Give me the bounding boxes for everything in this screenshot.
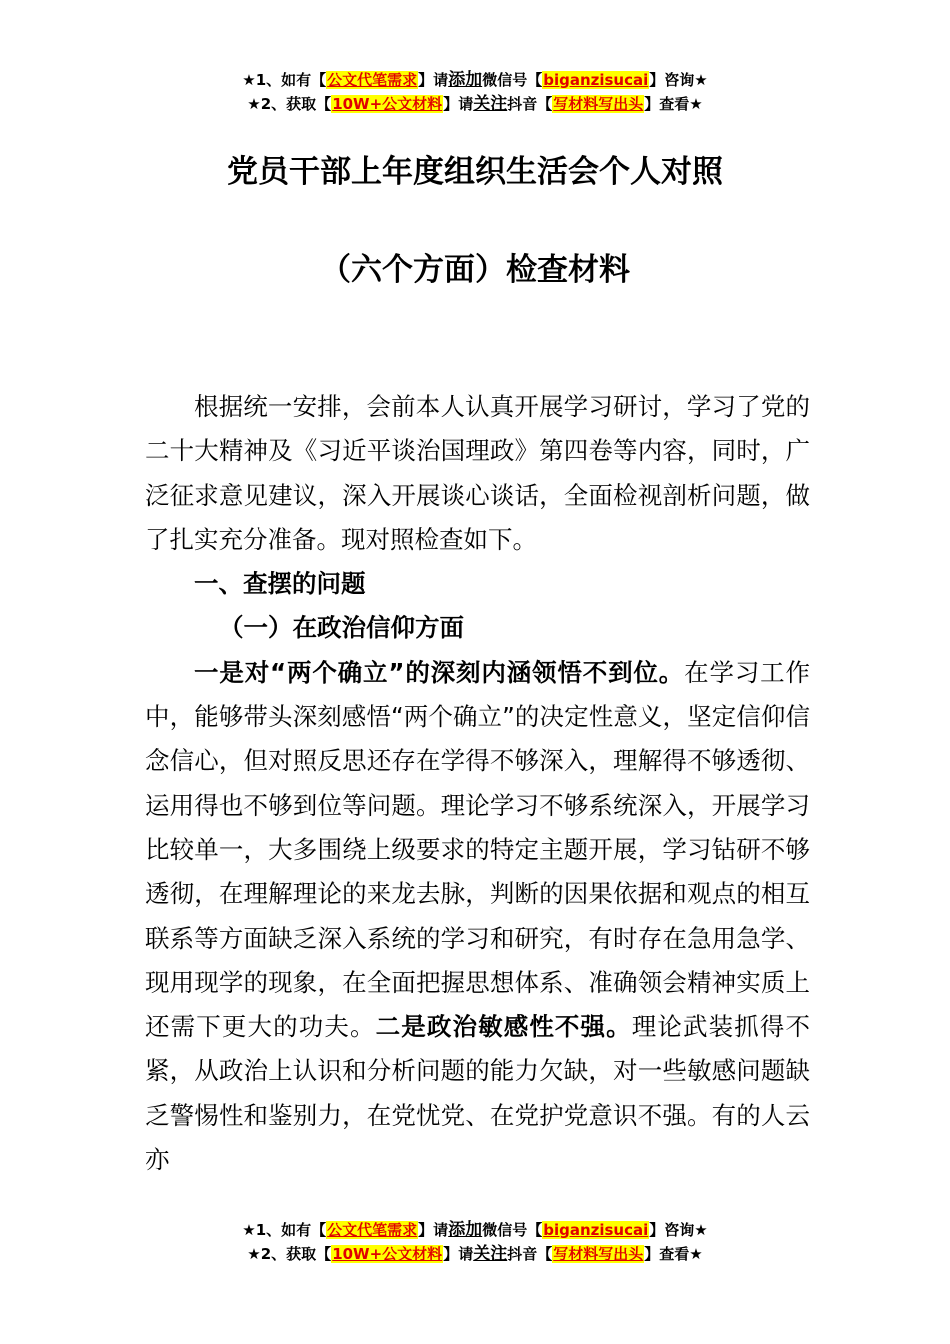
banner-highlight-service: 公文代笔需求 <box>327 71 418 89</box>
issues-paragraph <box>145 651 810 1183</box>
point-2-heading: 二是政治敏感性不强。 <box>375 1012 632 1042</box>
intro-paragraph: 根据统一安排，会前本人认真开展学习研讨，学习了党的二十大精神及《习近平谈治国理政》第四卷等内容，同时，广泛征求意见建议，深入开展谈心谈话，全面检视剖析问题，做了扎实充分准备。现对照检查如下。 <box>145 392 810 554</box>
footer-line-1: ★1、如有【公文代笔需求】请添加微信号【biganzisucai】咨询★ <box>242 1220 708 1240</box>
footer-line-2: ★2、获取【10W+公文材料】请关注抖音【写材料写出头】查看★ <box>247 1244 703 1264</box>
banner-highlight-douyin: 写材料写出头 <box>553 95 644 113</box>
header-banner <box>0 68 950 116</box>
point-1-text: 在学习工作中，能够带头深刻感悟“两个确立”的决定性意义，坚定信仰信念信心，但对照反思还存在学得不够深入，理解得不够透彻、运用得也不够到位等问题。理论学习不够系统深入，开展学习比较单一，大多围绕上级要求的特定主题开展，学习钻研不够透彻，在理解理论的来龙去脉，判断的因果依据和观点的相互联系等方面缺乏深入系统的学习和研究，有时存在急用急学、现用现学的现象，在全面把握思想体系、准确领会精神实质上还需下更大的功夫。 <box>145 657 811 1042</box>
banner-highlight-wechat: biganzisucai <box>543 71 649 89</box>
footer-banner <box>0 1218 950 1266</box>
subsection-heading: （一）在政治信仰方面 <box>219 613 464 643</box>
document-title-line-1: 党员干部上年度组织生活会个人对照 <box>227 154 723 190</box>
document-title-line-2: （六个方面）检查材料 <box>320 252 630 288</box>
point-2-text: 理论武装抓得不紧，从政治上认识和分析问题的能力欠缺，对一些敏感问题缺乏警惕性和鉴别力，在党忧党、在党护党意识不强。有的人云亦 <box>145 1012 811 1175</box>
banner-line-1: ★1、如有【公文代笔需求】请添加微信号【biganzisucai】咨询★ <box>242 70 708 90</box>
section-heading: 一、查摆的问题 <box>194 569 366 599</box>
banner-highlight-materials: 10W+公文材料 <box>332 95 443 113</box>
banner-line-2: ★2、获取【10W+公文材料】请关注抖音【写材料写出头】查看★ <box>247 94 703 114</box>
point-1-heading: 一是对“两个确立”的深刻内涵领悟不到位。 <box>194 657 685 687</box>
document-body <box>145 385 810 1182</box>
